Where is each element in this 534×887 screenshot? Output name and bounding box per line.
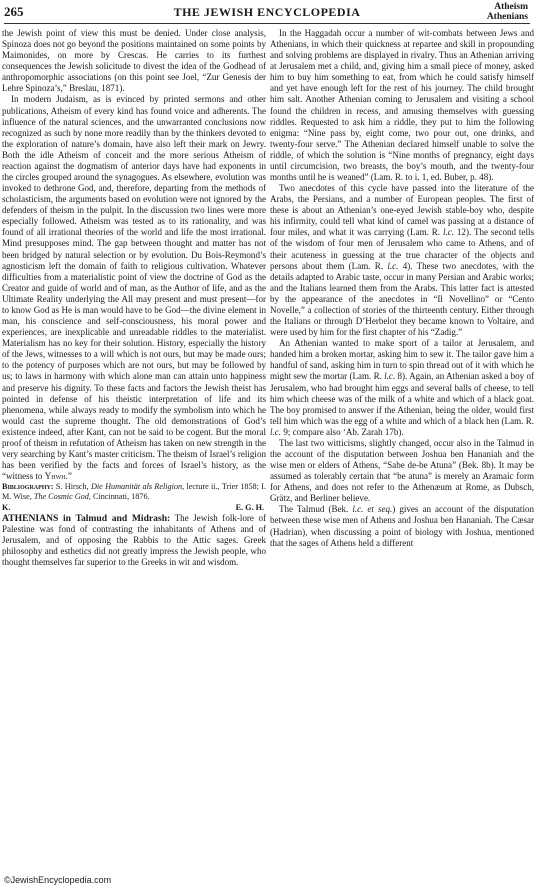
- bibliography-label: Bibliography:: [2, 482, 54, 492]
- paragraph: [270, 183, 534, 338]
- citation-abbrev: l.c. et seq.: [352, 504, 393, 515]
- running-head-line2: Athenians: [486, 12, 528, 22]
- bibliography-text: , lecture ii., Trier 1858; I. M. Wise,: [2, 482, 266, 502]
- paragraph-text: 12). The second tells of the wisdom of four men of Jerusalem who came to Athens, and of their acuteness in guessing at the true character of the objects and persons about them (Lam. R.: [270, 227, 534, 271]
- bibliography: [2, 482, 266, 502]
- bibliography-text: , Cincinnati, 1876.: [88, 492, 150, 502]
- paragraph-text: An Athenian wanted to make sport of a tailor at Jerusalem, and handed him a broken mortar, asking him to sew it. The tailor gave him a handful of sand, asking him in turn to spin thread out of it with which he might sew the mortar (Lam. R.: [270, 338, 534, 382]
- citation-abbrev: l.c.: [270, 426, 282, 437]
- citation-abbrev: l.c.: [384, 371, 396, 382]
- copyright-footer: ©JewishEncyclopedia.com: [4, 875, 112, 885]
- page-header: [4, 2, 530, 24]
- paragraph: [270, 338, 534, 438]
- bibliography-title: Die Humanität als Religion: [90, 482, 183, 492]
- journal-title: THE JEWISH ENCYCLOPEDIA: [173, 5, 361, 19]
- signature-line: [2, 503, 266, 513]
- section-paragraph: [2, 513, 266, 568]
- citation-abbrev: l.c.: [387, 260, 399, 271]
- paragraph-text: 8). Again, an Athenian asked a boy of Jerusalem, who had brought him eggs and several balls of cheese, to tell him which cheese was of the milk of a white and which of a black goat. The boy promised to answer if the Athenian, being the older, would first tell him which was the egg of a white and which of a black hen (Lam. R.: [270, 371, 534, 426]
- section-heading: ATHENIANS in Talmud and Midrash:: [2, 512, 171, 524]
- paragraph: [270, 504, 534, 548]
- bibliography-text: S. Hirsch,: [55, 482, 89, 492]
- paragraph-text: ) gives an account of the disputation between these wise men of Athens and Joshua ben Hananiah. The Cæsar (Hadrian), when discussing a point of biology with Joshua, mentioned that the sages of Athens held a different: [270, 504, 534, 548]
- left-column: [2, 28, 266, 878]
- paragraph: the Jewish point of view this must be denied. Under close analysis, Spinoza does not go beyond the positions maintained on some points by Maimonides, on more by Crescas. He carries to its furthest consequences the Jewish solicitude to divest the idea of the Godhead of anthropomorphic associations (on this point see Joel, “Zur Genesis der Lehre Spinoza’s,” Breslau, 1871).: [2, 28, 266, 94]
- paragraph: In the Haggadah occur a number of wit-combats between Jews and Athenians, in which their quickness at repartee and skill in propounding and solving problems are displayed in rivalry. Thus an Athenian arriving at Jerusalem met a child, and, giving him a small piece of money, asked him to buy him something to eat, from which he could satisfy himself and yet have enough left for the rest of his journey. The child brought him salt. Another Athenian coming to Jerusalem and visiting a school found the children in recess, and amusing themselves with guessing riddles. Requested to ask him a riddle, they put to him the following enigma: “Nine pass by, eight come, two pour out, one drinks, and twenty-four serve.” The Athenian declared himself unable to solve the riddle, of which the solution is “Nine months of pregnancy, eight days until circumcision, two breasts, the boy’s mouth, and the twenty-four months until he is weaned” (Lam. R. to i. 1, ed. Buber, p. 48).: [270, 28, 534, 183]
- page-number: 265: [4, 4, 24, 19]
- section-text: The Jewish folk-lore of Palestine was fond of contrasting the inhabitants of Athens and of Jerusalem, and of opposing the Rabbis to the Attic sages. Greek philosophy and esthetics did not greatly impress the Jewish people, who thought themselves far superior to the Greeks in wit and wisdom.: [2, 512, 266, 568]
- paragraph-text: The Talmud (Bek.: [279, 504, 349, 515]
- paragraph-text: In modern Judaism, as is evinced by printed sermons and other publications, Atheism of every kind has found voice and adherents. The influence of the natural sciences, and the unwarranted conclusions now recognized as such by none more readily than by the thinkers devoted to the exploration of nature’s domain, have also left their mark on Jewry. Both the idle Atheism of conceit and the more serious Atheism of reaction against the dogmatism of anterior days have had exponents in the circles grouped around the synagogues. As elsewhere, evolution was invoked to dethrone God, and, therefore, departing from the methods of scholasticism, the arguments based on evolution were not ignored by the defenders of theism in the pulpit. In the discussion two lines were more especially followed. Atheism was tested as to its rationality, and was found of all irrational theories of the world and life the most irrational. Mind presupposes mind. The gap between thought and matter has not been bridged by natural selection or by evolution. Du Bois-Reymond’s agnosticism left the domain of faith to religious cultivation. Whatever difficulties from a materialistic point of view the doctrine of God as the Creator and guide of world and of man, as the Author of life, and as the Ultimate Reality underlying the All may present and must present—for to know God as He is man would have to be God—the divine element in man, his conscience and self-consciousness, his moral power and experiences, are inexplicable and unreadable riddles to the materialist. Materialism has no key for their solution. History, especially the history of the Jews, witnesses to a will which is not ours, but may be made ours; to the potency of purposes which are not ours, but may be followed by us; to laws in harmony with which alone man can attain unto happiness and preserve his dignity. To these facts and factors the Jewish theist has pointed in defense of his theistic interpretation of life and its phenomena, while always ready to modify the symbolism into which he would cast the supreme thought. The old demonstrations of God’s existence indeed, after Kant, can not be said to be cogent. But the moral proof of theism in refutation of Atheism has taken on new strength in the very searching by Kant’s master criticism. The theism of Israel’s religion has been verified by the facts and forces of Israel’s history, as the “witness to: [2, 94, 266, 482]
- signature-left: K.: [2, 502, 11, 512]
- paragraph-text: 9; compare also ‘Ab. Zarah 17b).: [283, 426, 404, 437]
- paragraph: The last two witticisms, slightly changed, occur also in the Talmud in the account of the disputation between Joshua ben Hananiah and the wise men or elders of Athens, “Sabe de-be Atuna” (Bek. 8b). It may be assumed as tolerably certain that “be atuna” is merely an Aramaic form for Athens, and does not refer to the Athenæum at Rome, as Dubsch, Grätz, and Berliner believe.: [270, 437, 534, 504]
- running-head: [487, 2, 528, 22]
- divine-name: Yhwh: [44, 471, 66, 482]
- citation-abbrev: l.c.: [442, 227, 455, 238]
- paragraph-text: Two anecdotes of this cycle have passed into the literature of the Arabs, the Persians, and a number of European peoples. The first of these is about an Athenian’s one-eyed Jewish stable-boy who, despite his infirmity, could tell what kind of camel was passing at a distance of four miles, and what it was carrying (Lam. R.: [270, 183, 534, 238]
- signature-right: E. G. H.: [235, 502, 264, 512]
- paragraph-text: 4). These two anecdotes, with the details adapted to Arabic taste, occur in many Persian and Arabic works; and the Italians learned them from the Arabs. This latter fact is attested by the appearance of the anecdotes in “Il Novellino” or “Cento Novelle,” a collection of stories of the thirteenth century. Either through the Italians or through D’Herbelot they became known to Voltaire, and were used by him for the first chapter of his “Zadig.”: [270, 260, 534, 338]
- paragraph: [2, 94, 266, 482]
- running-head-line1: Atheism: [494, 2, 528, 12]
- bibliography-title: The Cosmic God: [33, 492, 89, 502]
- paragraph-end: .”: [65, 471, 72, 482]
- right-column: [270, 28, 534, 878]
